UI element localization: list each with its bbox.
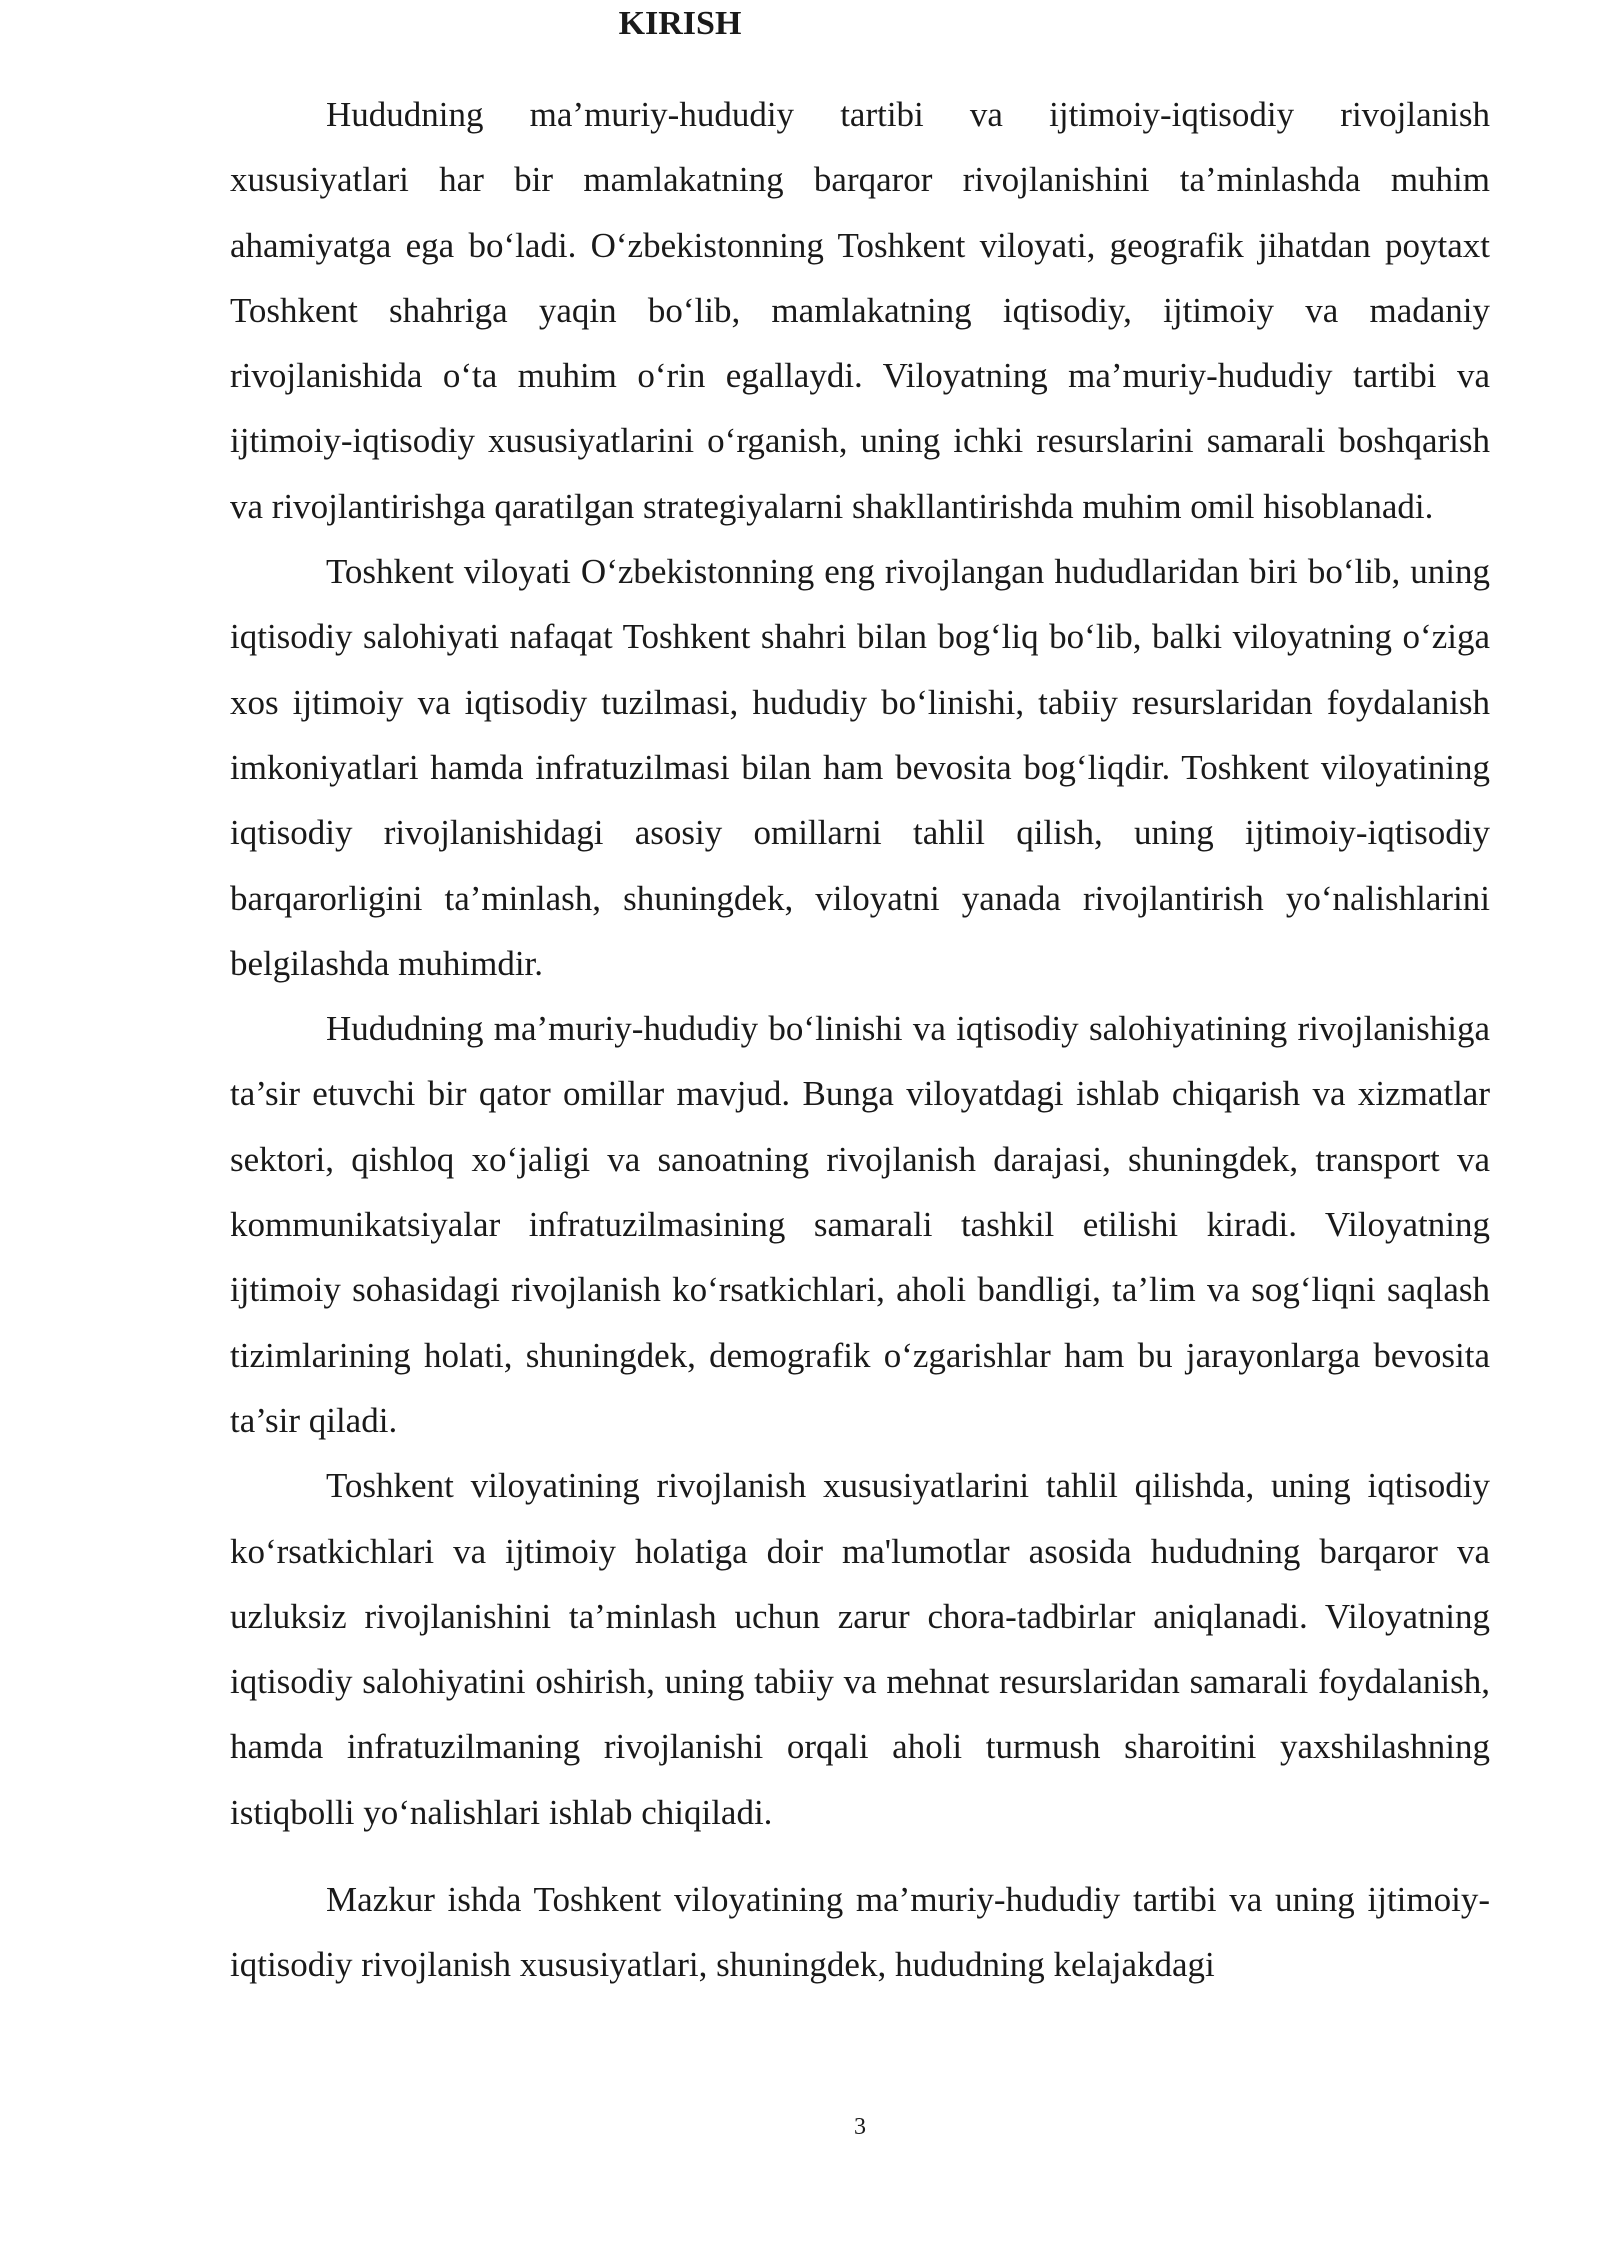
paragraph-1: Hududning ma’muriy-hududiy tartibi va ijtimoiy-iqtisodiy rivojlanish xususiyatlari har bir mamlakatning barqaror rivojlanishini ta’minlashda muhim ahamiyatga ega bo‘ladi. O‘zbekistonning Toshkent viloyati, geografik jihatdan poytaxt Toshkent shahriga yaqin bo‘lib, mamlakatning iqtisodiy, ijtimoiy va madaniy rivojlanishida o‘ta muhim o‘rin egallaydi. Viloyatning ma’muriy-hududiy tartibi va ijtimoiy-iqtisodiy xususiyatlarini o‘rganish, uning ichki resurslarini samarali boshqarish va rivojlantirishga qaratilgan strategiyalarni shakllantirishda muhim omil hisoblanadi. — [230, 95, 1490, 526]
page-title: KIRISH — [618, 5, 742, 42]
paragraph-2: Toshkent viloyati O‘zbekistonning eng rivojlangan hududlaridan biri bo‘lib, uning iqtisodiy salohiyati nafaqat Toshkent shahri bilan bog‘liq bo‘lib, balki viloyatning o‘ziga xos ijtimoiy va iqtisodiy tuzilmasi, hududiy bo‘linishi, tabiiy resurslaridan foydalanish imkoniyatlari hamda infratuzilmasi bilan ham bevosita bog‘liqdir. Toshkent viloyatining iqtisodiy rivojlanishidagi asosiy omillarni tahlil qilish, uning ijtimoiy-iqtisodiy barqarorligini ta’minlash, shuningdek, viloyatni yanada rivojlantirish yo‘nalishlarini belgilashda muhimdir. — [230, 552, 1490, 983]
paragraph-3: Hududning ma’muriy-hududiy bo‘linishi va iqtisodiy salohiyatining rivojlanishiga ta’sir etuvchi bir qator omillar mavjud. Bunga viloyatdagi ishlab chiqarish va xizmatlar sektori, qishloq xo‘jaligi va sanoatning rivojlanish darajasi, shuningdek, transport va kommunikatsiyalar infratuzilmasining samarali tashkil etilishi kiradi. Viloyatning ijtimoiy sohasidagi rivojlanish ko‘rsatkichlari, aholi bandligi, ta’lim va sog‘liqni saqlash tizimlarining holati, shuningdek, demografik o‘zgarishlar ham bu jarayonlarga bevosita ta’sir qiladi. — [230, 1009, 1490, 1440]
page-number: 3 — [854, 2114, 866, 2140]
document-body — [230, 82, 1490, 1998]
paragraph-5: Mazkur ishda Toshkent viloyatining ma’muriy-hududiy tartibi va uning ijtimoiy-iqtisodiy rivojlanish xususiyatlari, shuningdek, hududning kelajakdagi — [230, 1880, 1490, 1985]
paragraph-4: Toshkent viloyatining rivojlanish xususiyatlarini tahlil qilishda, uning iqtisodiy ko‘rsatkichlari va ijtimoiy holatiga doir ma'lumotlar asosida hududning barqaror va uzluksiz rivojlanishini ta’minlash uchun zarur chora-tadbirlar aniqlanadi. Viloyatning iqtisodiy salohiyatini oshirish, uning tabiiy va mehnat resurslaridan samarali foydalanish, hamda infratuzilmaning rivojlanishi orqali aholi turmush sharoitini yaxshilashning istiqbolli yo‘nalishlari ishlab chiqiladi. — [230, 1466, 1490, 1832]
